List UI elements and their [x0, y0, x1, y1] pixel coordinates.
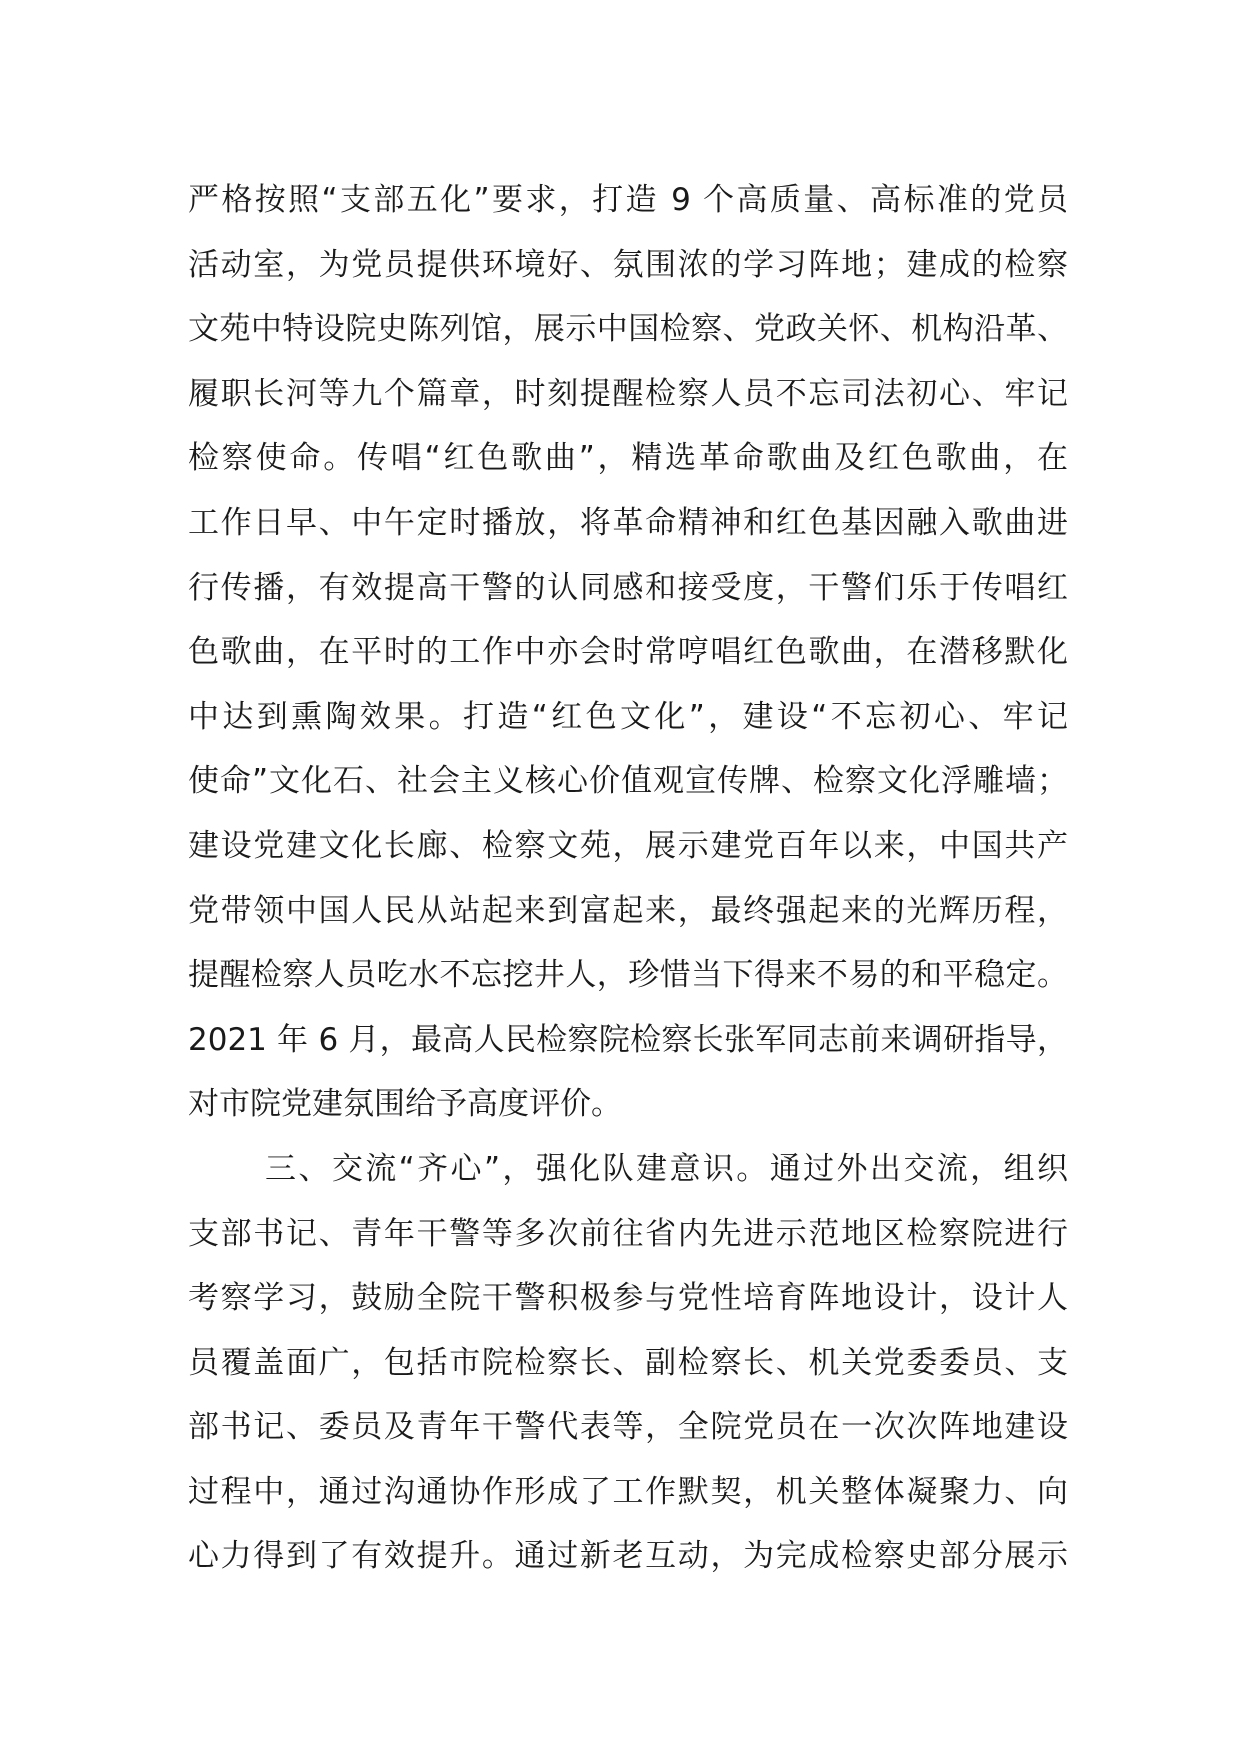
text-line: 对市院党建氛围给予高度评价。: [188, 1086, 622, 1123]
text-line: 文苑中特设院史陈列馆，展示中国检察、党政关怀、机构沿革、: [188, 311, 1068, 348]
body-text: [188, 168, 1068, 1589]
text-line: 工作日早、中午定时播放，将革命精神和红色基因融入歌曲进: [188, 504, 1068, 541]
text-line: 过程中，通过沟通协作形成了工作默契，机关整体凝聚力、向: [188, 1473, 1068, 1510]
text-line: 员覆盖面广，包括市院检察长、副检察长、机关党委委员、支: [188, 1344, 1068, 1381]
paragraph-1: [188, 168, 1068, 1137]
text-line: 行传播，有效提高干警的认同感和接受度，干警们乐于传唱红: [188, 569, 1068, 606]
text-line: 心力得到了有效提升。通过新老互动，为完成检察史部分展示: [188, 1538, 1068, 1575]
text-line: 考察学习，鼓励全院干警积极参与党性培育阵地设计，设计人: [188, 1280, 1068, 1317]
text-line: 履职长河等九个篇章，时刻提醒检察人员不忘司法初心、牢记: [188, 375, 1068, 412]
text-line: 党带领中国人民从站起来到富起来，最终强起来的光辉历程，: [188, 892, 1068, 929]
paragraph-2: [188, 1137, 1068, 1589]
text-line: 检察使命。传唱“红色歌曲”，精选革命歌曲及红色歌曲，在: [188, 440, 1068, 477]
text-line: 色歌曲，在平时的工作中亦会时常哼唱红色歌曲，在潜移默化: [188, 634, 1068, 671]
text-line: 2021 年 6 月，最高人民检察院检察长张军同志前来调研指导，: [188, 1021, 1068, 1058]
text-line: 建设党建文化长廊、检察文苑，展示建党百年以来，中国共产: [188, 827, 1068, 864]
text-line: 三、交流“齐心”，强化队建意识。通过外出交流，组织: [265, 1150, 1068, 1187]
text-line: 部书记、委员及青年干警代表等，全院党员在一次次阵地建设: [188, 1409, 1068, 1446]
text-line: 中达到熏陶效果。打造“红色文化”，建设“不忘初心、牢记: [188, 698, 1068, 735]
text-line: 活动室，为党员提供环境好、氛围浓的学习阵地；建成的检察: [188, 246, 1068, 283]
text-line: 支部书记、青年干警等多次前往省内先进示范地区检察院进行: [188, 1215, 1068, 1252]
text-line: 严格按照“支部五化”要求，打造 9 个高质量、高标准的党员: [188, 182, 1068, 218]
text-line: 提醒检察人员吃水不忘挖井人，珍惜当下得来不易的和平稳定。: [188, 957, 1068, 994]
text-line: 使命”文化石、社会主义核心价值观宣传牌、检察文化浮雕墙；: [188, 763, 1068, 800]
